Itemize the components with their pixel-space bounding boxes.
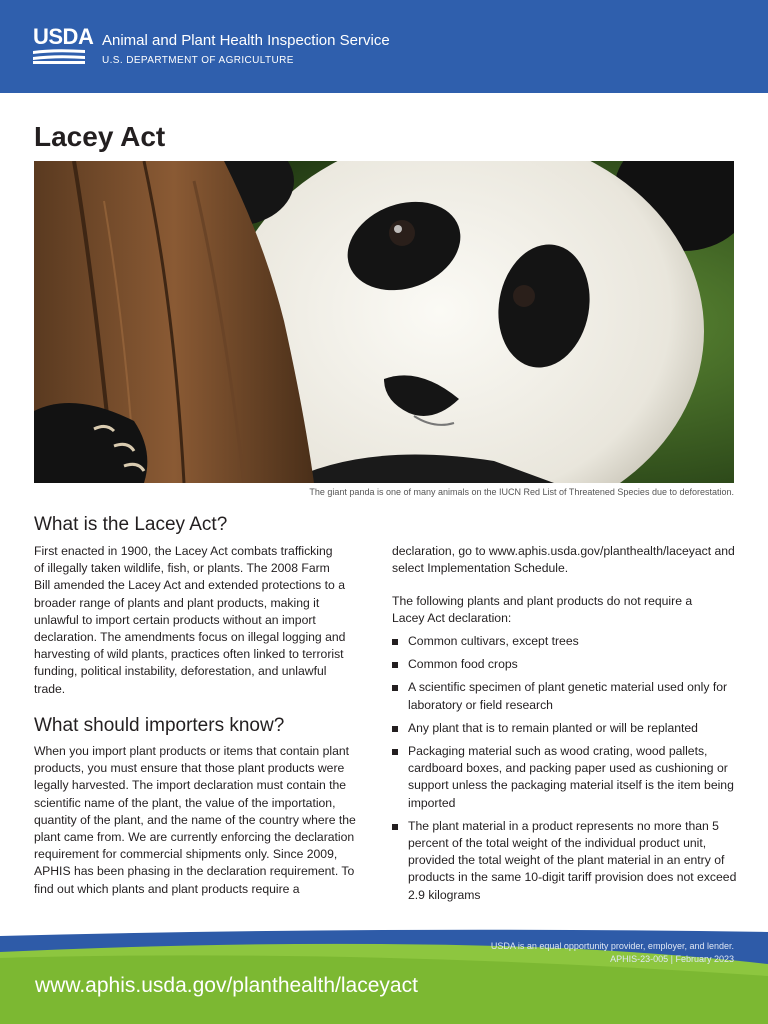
list-item xyxy=(392,633,737,650)
paragraph-what-is: First enacted in 1900, the Lacey Act combats trafficking of illegally taken wildlife, fish, or plants. The 2008 Farm Bill amended the Lacey Act and extended protections to a broader range of plants and plant products, making it unlawful to import certain products without an import declaration. The amendments focus on illegal logging and harvesting of wild plants, practices often linked to terrorist funding, political instability, deforestation, and unlawful trade. xyxy=(34,544,346,696)
paragraph-continued: declaration, go to www.aphis.usda.gov/planthealth/laceyact and select Implementation Schedule. xyxy=(392,544,735,576)
footer-url-link[interactable]: www.aphis.usda.gov/planthealth/laceyact xyxy=(35,974,418,997)
usda-logo[interactable] xyxy=(33,24,94,66)
list-item-text: Any plant that is to remain planted or will be replanted xyxy=(408,720,698,735)
paragraph-exempt-intro: The following plants and plant products do not require a Lacey Act declaration: xyxy=(392,594,693,626)
usda-logo-swoosh-icon xyxy=(33,48,85,64)
list-item xyxy=(392,720,737,737)
publication-number: APHIS-23-005 | February 2023 xyxy=(610,954,734,964)
list-item xyxy=(392,818,737,904)
bullet-square-icon xyxy=(392,685,398,691)
bullet-square-icon xyxy=(392,726,398,732)
paragraph-importers: When you import plant products or items that contain plant products, you must ensure that those plant products were legally harvested. The import declaration must contain the scientific name of the plant, the value of the importation, quantity of the plant, and the name of the country where the plant came from. We are currently enforcing the declaration requirement for commercial shipments only. Since 2009, APHIS has been phasing in the declaration requirement. To find out which plants and plant products require a xyxy=(34,744,356,896)
footer-wave-graphic xyxy=(0,918,768,1024)
equal-opportunity-statement: USDA is an equal opportunity provider, employer, and lender. xyxy=(490,941,734,951)
bullet-square-icon xyxy=(392,662,398,668)
list-item-text: Common cultivars, except trees xyxy=(408,634,579,648)
list-item-text: Common food crops xyxy=(408,657,518,672)
department-name: U.S. DEPARTMENT OF AGRICULTURE xyxy=(102,55,294,66)
heading-what-is-lacey-act: What is the Lacey Act? xyxy=(34,514,228,535)
bullet-square-icon xyxy=(392,824,398,830)
list-item xyxy=(392,679,737,713)
list-item xyxy=(392,656,737,673)
list-item-text: The plant material in a product represents no more than 5 percent of the total weight of the individual product unit, provided the total weight of the plant material in an entry of products in the same 10-digit tariff provision does not exceed 2.9 kilograms xyxy=(408,818,737,902)
agency-name: Animal and Plant Health Inspection Service xyxy=(102,32,390,49)
page-title: Lacey Act xyxy=(34,121,166,152)
list-item-text: A scientific specimen of plant genetic material used only for laboratory or field research xyxy=(408,680,728,712)
heading-what-importers-know: What should importers know? xyxy=(34,715,285,736)
exempt-list xyxy=(392,633,737,910)
panda-photo xyxy=(34,161,734,483)
site-header xyxy=(0,0,768,93)
list-item xyxy=(392,743,737,812)
usda-logo-text: USDA xyxy=(33,24,94,49)
photo-caption: The giant panda is one of many animals on the IUCN Red List of Threatened Species due to deforestation. xyxy=(309,487,734,497)
bullet-square-icon xyxy=(392,749,398,755)
site-footer xyxy=(0,918,768,1024)
bullet-square-icon xyxy=(392,639,398,645)
list-item-text: Packaging material such as wood crating, wood pallets, cardboard boxes, and packing paper used as cushioning or support unless the packaging material itself is the item being imported xyxy=(408,744,734,810)
